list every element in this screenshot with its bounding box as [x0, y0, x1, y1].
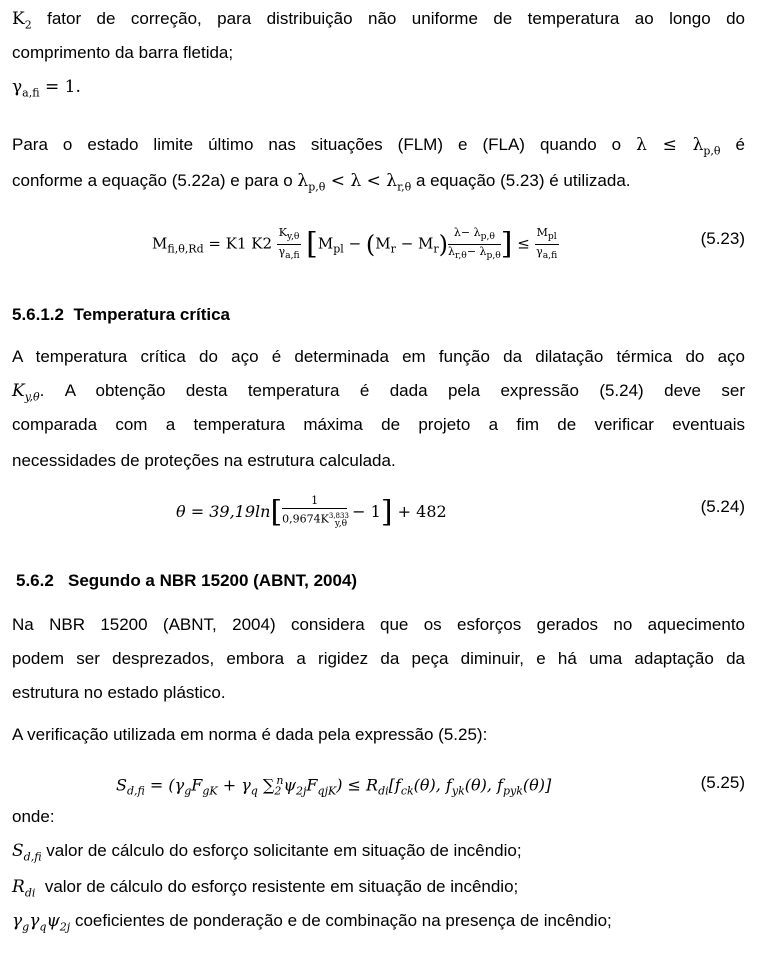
equation-number-5-23: (5.23) — [700, 229, 745, 248]
para2-line2: $K_{y,\theta}$. A obtenção desta temperatura é dada pela expressão (5.24) deve ser — [12, 381, 745, 404]
gamma-afi-line — [12, 76, 745, 104]
k2-definition-line — [12, 8, 745, 36]
para1-line1 — [12, 134, 745, 162]
para1-text-c: conforme a equação (5.22a) e para o — [12, 171, 293, 190]
section-number: 5.6.1.2 — [12, 305, 64, 324]
equation-5-25: $S_{d,fi} = (\gamma_gF_{gK} + \gamma_q$ $\sum_2^n\psi_{2j}F_{qjK}) \le R_{di}[f_{ck}(\theta)$, $f_{yk}(\theta)$, $f_{pyk}(\theta)$] — [116, 774, 552, 798]
k2-symbol: K — [12, 9, 25, 29]
frac-critical-temperature: $\frac{1}{0,9674K^{3,833}_{y,\theta}}$ — [282, 494, 349, 529]
para1-text-a: Para o estado limite último nas situações (FLM) e (FLA) quando o — [12, 135, 622, 154]
onde-label: onde: — [12, 807, 55, 826]
section-title: Temperatura crítica — [73, 305, 230, 324]
k2-definition-continuation: comprimento da barra fletida; — [12, 43, 234, 62]
definition-rdi: $R_{di}$ valor de cálculo do esforço resistente em situação de incêndio; — [12, 877, 519, 900]
definition-sdfi: $S_{d,fi}$ valor de cálculo do esforço solicitante em situação de incêndio; — [12, 841, 522, 864]
equation-5-24: θ = 39,19ln[ $\frac{1}{0,9674K^{3,833}_{y,\theta}}$ − 1] + 482 — [176, 494, 447, 530]
equation-number-5-25: (5.25) — [700, 773, 745, 792]
para3-line3: estrutura no estado plástico. — [12, 683, 226, 702]
frac-mpl-over-gamma: $\frac{M_{pl}}{\gamma_{a,fi}}$ — [536, 226, 558, 262]
section-title: Segundo a NBR 15200 (ABNT, 2004) — [67, 571, 358, 590]
para2-line3: comparada com a temperatura máxima de projeto a fim de verificar eventuais — [12, 415, 745, 434]
equation-5-23: $M_{fi,\theta,Rd} = K1$ K2 $\frac{K_{y,\theta}}{\gamma_{a,fi}}$ [$M_{pl} - (M_r - M_r)$ $\frac{\lambda- \lambda_{p,\theta}}{\lambda_{r,\theta}- \lambda_{p,\theta}}$ ] ≤ $\frac{M_{pl}}{\gamma_{a,fi}}$ — [152, 226, 558, 262]
section-number: 5.6.2 — [16, 571, 54, 590]
k2-definition-text: fator de correção, para distribuição não uniforme de temperatura ao longo do — [47, 9, 745, 28]
para4-line: A verificação utilizada em norma é dada pela expressão (5.25): — [12, 725, 488, 744]
gamma-subscript: a,fi — [22, 86, 40, 100]
para2-line4: necessidades de proteções na estrutura calculada. — [12, 451, 396, 470]
lambda-range: $\lambda_{p,\theta} < \lambda < \lambda_{r,\theta}$ — [297, 171, 412, 194]
para3-line2: podem ser desprezados, embora a rigidez da peça diminuir, e há uma adaptação da — [12, 649, 745, 668]
para1-text-b: é — [735, 135, 745, 154]
para1-text-d: a equação (5.23) é utilizada. — [415, 171, 631, 190]
section-heading-5-6-1-2 — [12, 304, 745, 326]
equation-number-5-24: (5.24) — [700, 497, 745, 516]
para1-line2 — [12, 170, 745, 198]
section-heading-5-6-2 — [16, 570, 745, 592]
k2-subscript: 2 — [24, 18, 32, 32]
frac-kytheta-over-gamma: $\frac{K_{y,\theta}}{\gamma_{a,fi}}$ — [278, 226, 300, 262]
gamma-value: = 1. — [39, 77, 81, 97]
frac-lambda-ratio: $\frac{\lambda- \lambda_{p,\theta}}{\lambda_{r,\theta}- \lambda_{p,\theta}}$ — [448, 226, 501, 262]
gamma-symbol: γ — [12, 77, 23, 97]
definition-coefficients: $\gamma_g\gamma_q\psi_{2j}$ coeficientes de ponderação e de combinação na presença de incêndio; — [12, 911, 612, 934]
lambda-condition: $\lambda \le \lambda_{p,\theta}$ — [636, 135, 721, 158]
para2-line1: A temperatura crítica do aço é determinada em função da dilatação térmica do aço — [12, 347, 745, 366]
para3-line1: Na NBR 15200 (ABNT, 2004) considera que os esforços gerados no aquecimento — [12, 615, 745, 634]
